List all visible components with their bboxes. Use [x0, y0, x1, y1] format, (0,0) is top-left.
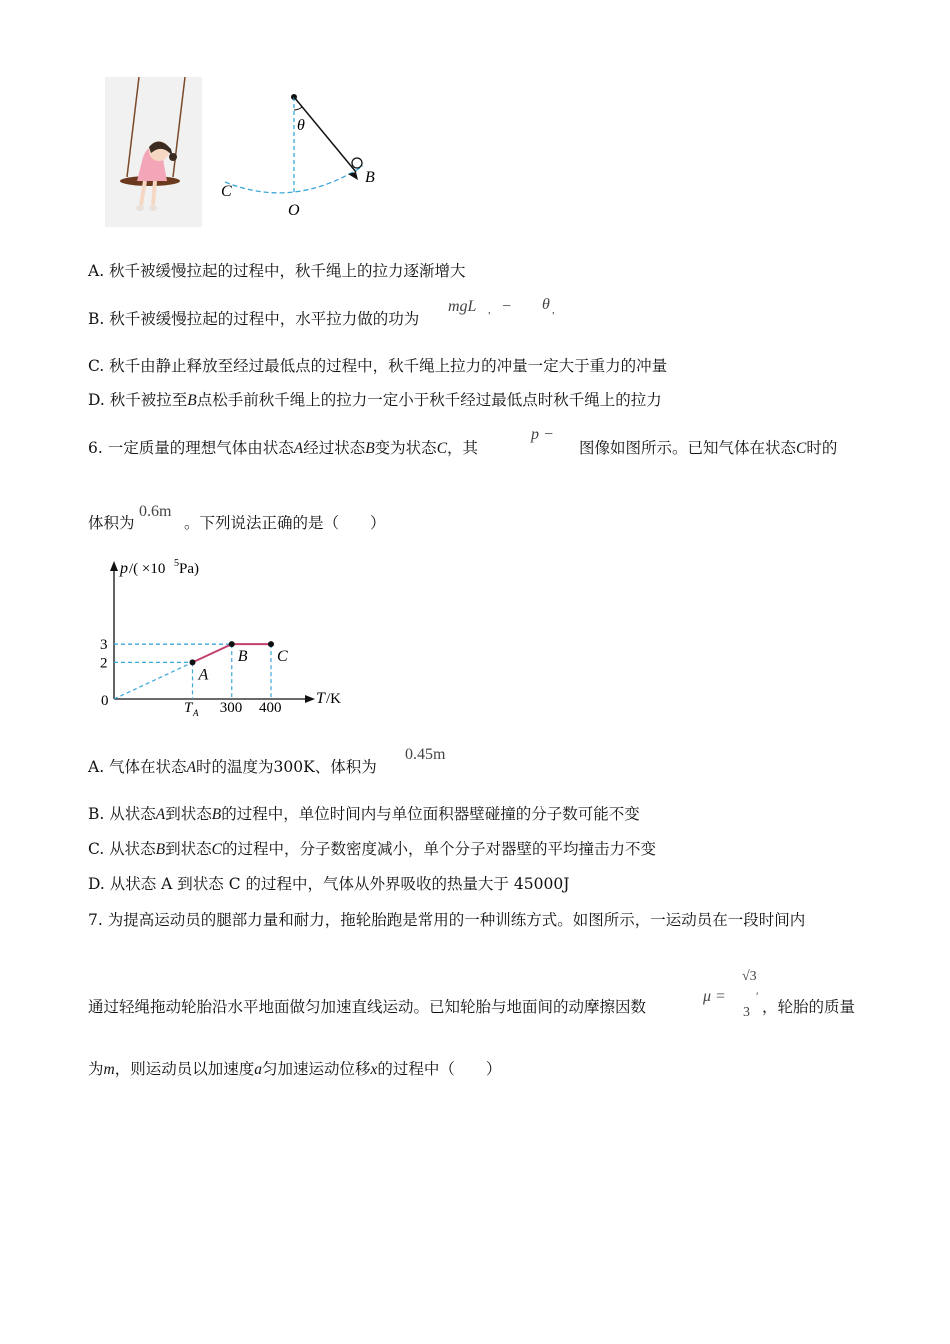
q7-stem-line1: 7. 为提高运动员的腿部力量和耐力，拖轮胎跑是常用的一种训练方式。如图所示，一运动员在一段时间内 — [88, 911, 806, 929]
q7-mu-formula: μ = √3 ′ 3 — [703, 969, 759, 1020]
q5-option-D: D. 秋千被拉至B点松手前秋千绳上的拉力一定小于秋千经过最低点时秋千绳上的拉力 — [88, 391, 662, 409]
origin-label: 0 — [101, 693, 109, 709]
q7-stem-line3: 为m，则运动员以加速度a匀加速运动位移x的过程中（ ） — [88, 1060, 502, 1078]
q5-option-B — [88, 309, 419, 329]
point-O-label: O — [288, 202, 300, 219]
x-tick-300: 300 — [219, 700, 243, 716]
q6-stem-line1-end: 图像如图所示。已知气体在状态C时的 — [579, 439, 838, 457]
origin-to-A-dashed — [114, 662, 193, 699]
point-label-C: C — [277, 648, 288, 666]
y-axis-label-unit: Pa) — [179, 561, 199, 577]
swing-photo — [105, 77, 202, 227]
y-tick-2: 2 — [100, 655, 108, 672]
point-label-B: B — [237, 648, 248, 666]
q5-option-C: C. 秋千由静止释放至经过最低点的过程中，秋千绳上拉力的冲量一定大于重力的冲量 — [88, 357, 668, 375]
q6-option-D: D. 从状态 A 到状态 C 的过程中，气体从外界吸收的热量大于 45000J — [88, 875, 570, 893]
theta-label: θ — [297, 117, 305, 134]
segment-A-B — [193, 644, 232, 662]
pT-chart — [95, 555, 355, 720]
y-axis-label-exp: 5 — [174, 558, 179, 569]
q6-pT-formula: p − — [531, 426, 554, 443]
q7-stem-line2: 通过轻绳拖动轮胎沿水平地面做匀加速直线运动。已知轮胎与地面间的动摩擦因数 — [88, 998, 647, 1016]
point-label-A: A — [198, 666, 209, 684]
q6-stem-line1: 6. 一定质量的理想气体由状态A经过状态B变为状态C，其 — [88, 439, 479, 457]
x-tick-TA: T — [184, 700, 193, 716]
q5-option-A: A. 秋千被缓慢拉起的过程中，秋千绳上的拉力逐渐增大 — [88, 262, 466, 280]
point-C-label: C — [221, 183, 232, 200]
q6-option-A-volume: 0.45m — [405, 746, 446, 763]
q7-stem-line2-end: ，轮胎的质量 — [762, 998, 856, 1016]
q6-option-B: B. 从状态A到状态B的过程中，单位时间内与单位面积器壁碰撞的分子数可能不变 — [88, 805, 640, 823]
q6-stem-line2-end: 。下列说法正确的是（ ） — [184, 514, 386, 532]
q5-option-B-formula: mgL , − θ , — [448, 296, 555, 316]
y-axis-label-p: p — [120, 560, 128, 577]
point-B — [229, 641, 235, 647]
y-axis-label-open: /( ×10 — [129, 561, 166, 577]
x-axis-label-unit: /K — [326, 691, 341, 707]
x-axis-label-T: T — [316, 690, 325, 707]
y-tick-3: 3 — [100, 637, 108, 654]
point-C — [268, 641, 274, 647]
point-B-label: B — [365, 169, 375, 186]
point-A — [190, 659, 196, 665]
q6-option-C: C. 从状态B到状态C的过程中，分子数密度减小，单个分子对器壁的平均撞击力不变 — [88, 840, 657, 858]
q6-option-A: A. 气体在状态A时的温度为300K、体积为 — [88, 758, 377, 776]
q6-volume: 0.6m — [139, 503, 172, 520]
x-tick-400: 400 — [259, 700, 282, 716]
swing-diagram — [215, 88, 385, 223]
q5-option-B-text: B. 秋千被缓慢拉起的过程中，水平拉力做的功为 — [88, 310, 420, 328]
q6-stem-line2: 体积为 — [88, 514, 135, 532]
x-tick-TA-sub: A — [193, 708, 199, 718]
